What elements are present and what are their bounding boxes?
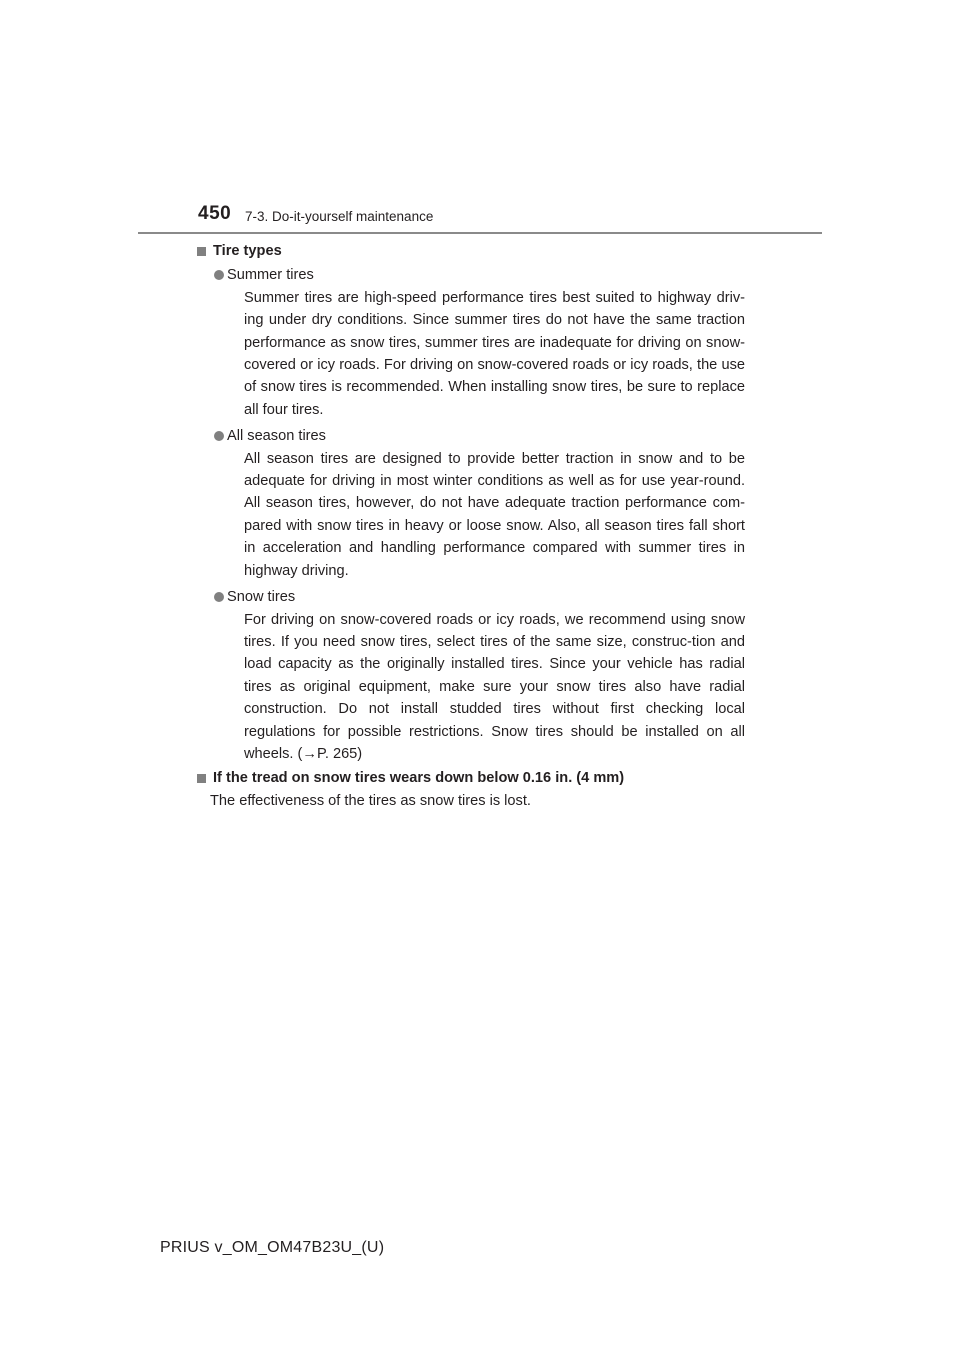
square-bullet-icon xyxy=(197,247,206,256)
heading-tire-types: Tire types xyxy=(210,240,745,262)
page-number: 450 xyxy=(198,203,232,224)
document-code: PRIUS v_OM_OM47B23U_(U) xyxy=(160,1239,385,1256)
item-title: Summer tires xyxy=(227,267,314,284)
round-bullet-icon xyxy=(214,431,224,441)
header-rule xyxy=(138,232,822,234)
item-text: For driving on snow-covered roads or icy roads, we recommend using snow tires. If you need snow tires, select tires of the same size, construc-tion and load capacity as the originally installed tires. Since your vehicle has radial tires as original equipment, make sure your snow tires also have radial construction. Do not install studded tires without first checking local regulations for possible restrictions. Snow tires should be installed on all wheels. (→P. 265) xyxy=(244,611,745,762)
item-title: Snow tires xyxy=(227,589,296,606)
round-bullet-icon xyxy=(214,270,224,280)
item-summer-tires xyxy=(227,264,745,421)
heading-tread-wear: If the tread on snow tires wears down below 0.16 in. (4 mm) xyxy=(210,767,745,789)
item-text: All season tires are designed to provide better traction in snow and to be adequate for driving in most winter conditions as well as for use year-round. All season tires, however, do not have adequate traction performance com-pared with snow tires in heavy or loose snow. Also, all season tires fall short in acceleration and handling performance compared with summer tires in highway driving. xyxy=(244,450,745,579)
item-title: All season tires xyxy=(227,428,326,445)
round-bullet-icon xyxy=(214,592,224,602)
item-all-season-tires xyxy=(227,425,745,582)
square-bullet-icon xyxy=(197,774,206,783)
item-text: Summer tires are high-speed performance tires best suited to highway driv-ing under dry conditions. Since summer tires do not have the same traction performance as snow tires, summer tires are inadequate for driving on snow-covered or icy roads. For driving on snow-covered roads or icy roads, the use of snow tires is recommended. When installing snow tires, be sure to replace all four tires. xyxy=(244,289,745,418)
page-content xyxy=(210,240,745,812)
section-title: 7-3. Do-it-yourself maintenance xyxy=(245,209,434,224)
tread-wear-text: The effectiveness of the tires as snow tires is lost. xyxy=(210,792,531,809)
item-snow-tires xyxy=(227,586,745,765)
